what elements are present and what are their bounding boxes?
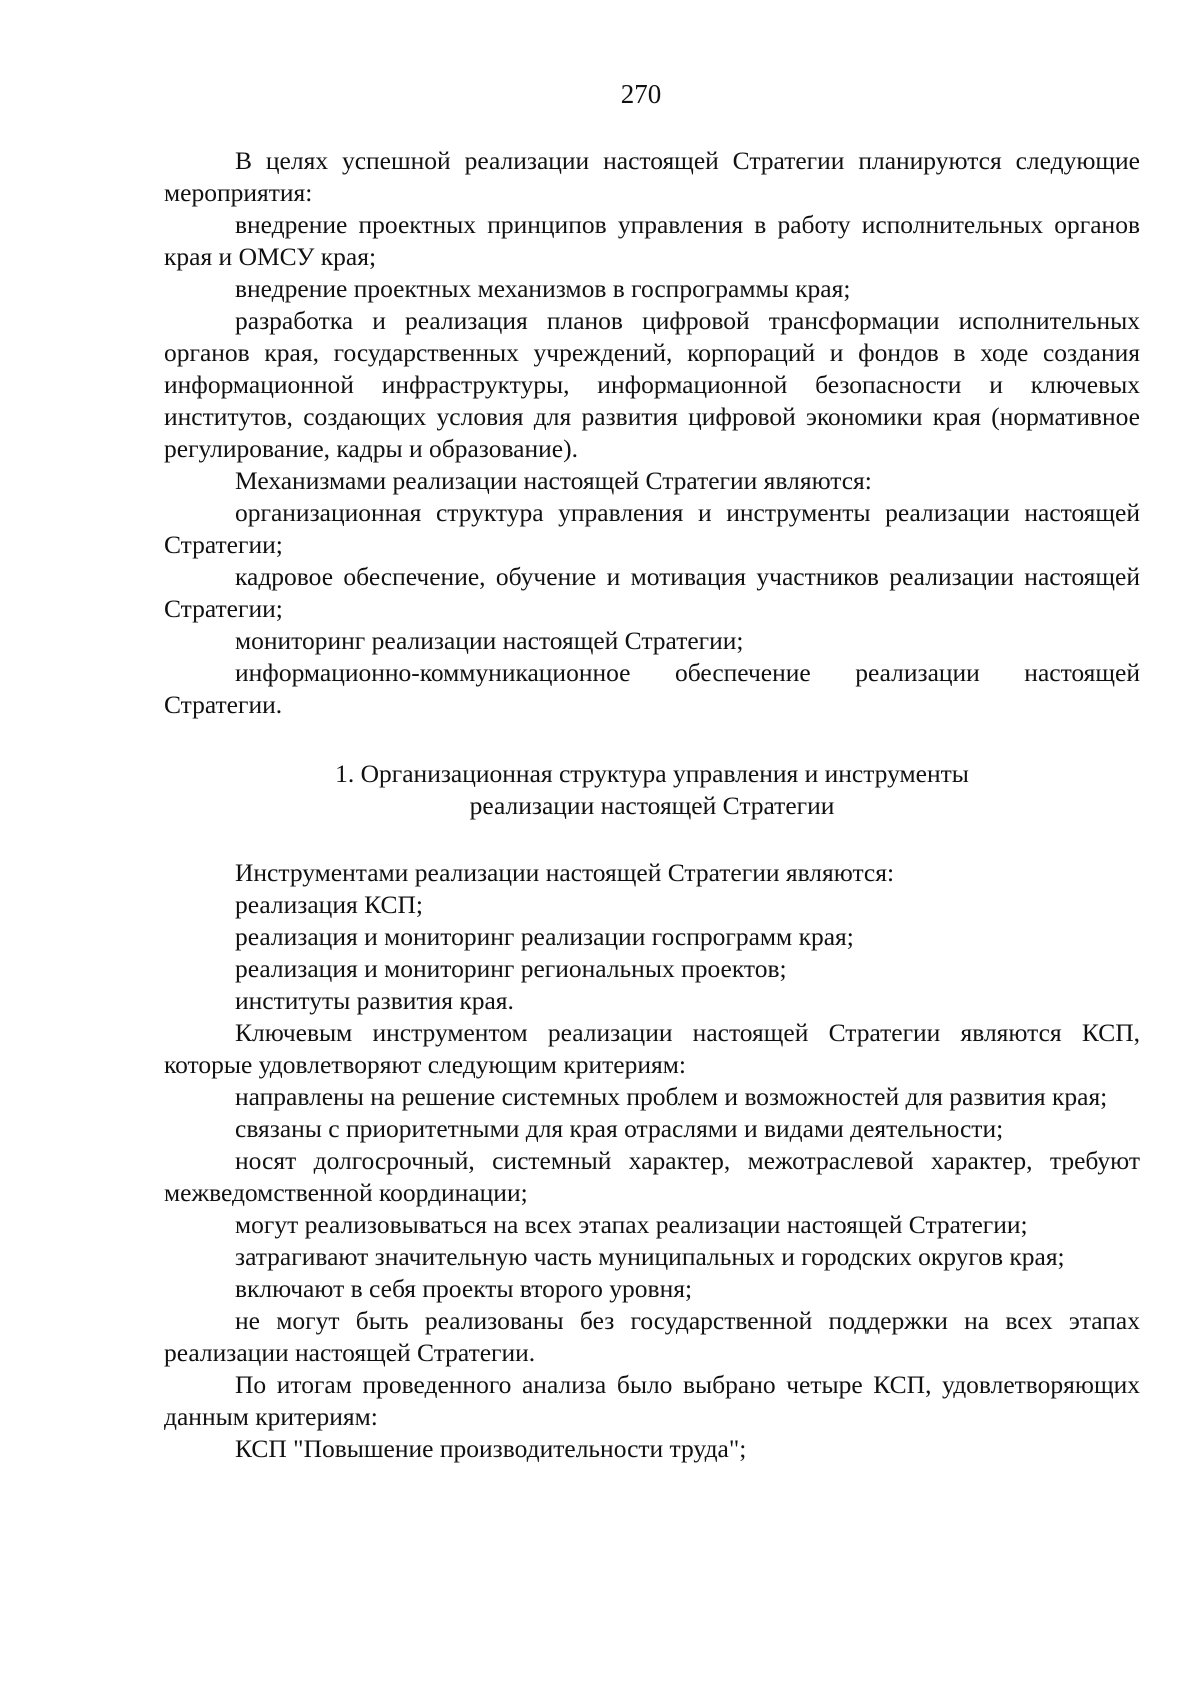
paragraph: внедрение проектных принципов управления в работу исполнительных органов края и ОМСУ края; — [164, 210, 1140, 271]
paragraph: По итогам проведенного анализа было выбрано четыре КСП, удовлетворяющих данным критериям: — [164, 1370, 1140, 1431]
list-item: затрагивают значительную часть муниципальных и городских округов края; — [235, 1242, 1065, 1271]
paragraph: В целях успешной реализации настоящей Стратегии планируются следующие мероприятия: — [164, 146, 1140, 207]
section-heading — [164, 758, 1140, 822]
intro-text — [164, 145, 1140, 721]
list-item: включают в себя проекты второго уровня; — [235, 1274, 693, 1303]
section-text — [164, 857, 1140, 1465]
paragraph: внедрение проектных механизмов в госпрограммы края; — [235, 274, 851, 303]
paragraph: информационно-коммуникационное обеспечение реализации настоящей Стратегии. — [164, 658, 1140, 719]
list-item: институты развития края. — [235, 986, 514, 1015]
list-item: направлены на решение системных проблем и возможностей для развития края; — [235, 1082, 1108, 1111]
list-item: могут реализовываться на всех этапах реализации настоящей Стратегии; — [235, 1210, 1028, 1239]
list-item: связаны с приоритетными для края отраслями и видами деятельности; — [235, 1114, 1004, 1143]
list-item: реализация КСП; — [235, 890, 423, 919]
paragraph: организационная структура управления и инструменты реализации настоящей Стратегии; — [164, 498, 1140, 559]
paragraph: Механизмами реализации настоящей Стратегии являются: — [235, 466, 872, 495]
paragraph: Ключевым инструментом реализации настоящей Стратегии являются КСП, которые удовлетворяют следующим критериям: — [164, 1018, 1140, 1079]
page-number: 270 — [620, 79, 662, 109]
list-item: носят долгосрочный, системный характер, межотраслевой характер, требуют межведомственной координации; — [164, 1146, 1140, 1207]
paragraph: разработка и реализация планов цифровой трансформации исполнительных органов края, государственных учреждений, корпораций и фондов в ходе создания информационной инфраструктуры, информационной безопасности и ключевых институтов, создающих условия для развития цифровой экономики края (нормативное регулирование, кадры и образование). — [164, 306, 1140, 463]
list-item: КСП "Повышение производительности труда"; — [235, 1434, 747, 1463]
paragraph: мониторинг реализации настоящей Стратегии; — [235, 626, 744, 655]
section-heading-line-2: реализации настоящей Стратегии — [469, 791, 835, 820]
paragraph: Инструментами реализации настоящей Стратегии являются: — [235, 858, 895, 887]
list-item: реализация и мониторинг региональных проектов; — [235, 954, 787, 983]
paragraph: кадровое обеспечение, обучение и мотивация участников реализации настоящей Стратегии; — [164, 562, 1140, 623]
list-item: реализация и мониторинг реализации госпрограмм края; — [235, 922, 854, 951]
section-heading-line-1: 1. Организационная структура управления и инструменты — [335, 759, 969, 788]
list-item: не могут быть реализованы без государственной поддержки на всех этапах реализации настоящей Стратегии. — [164, 1306, 1140, 1367]
